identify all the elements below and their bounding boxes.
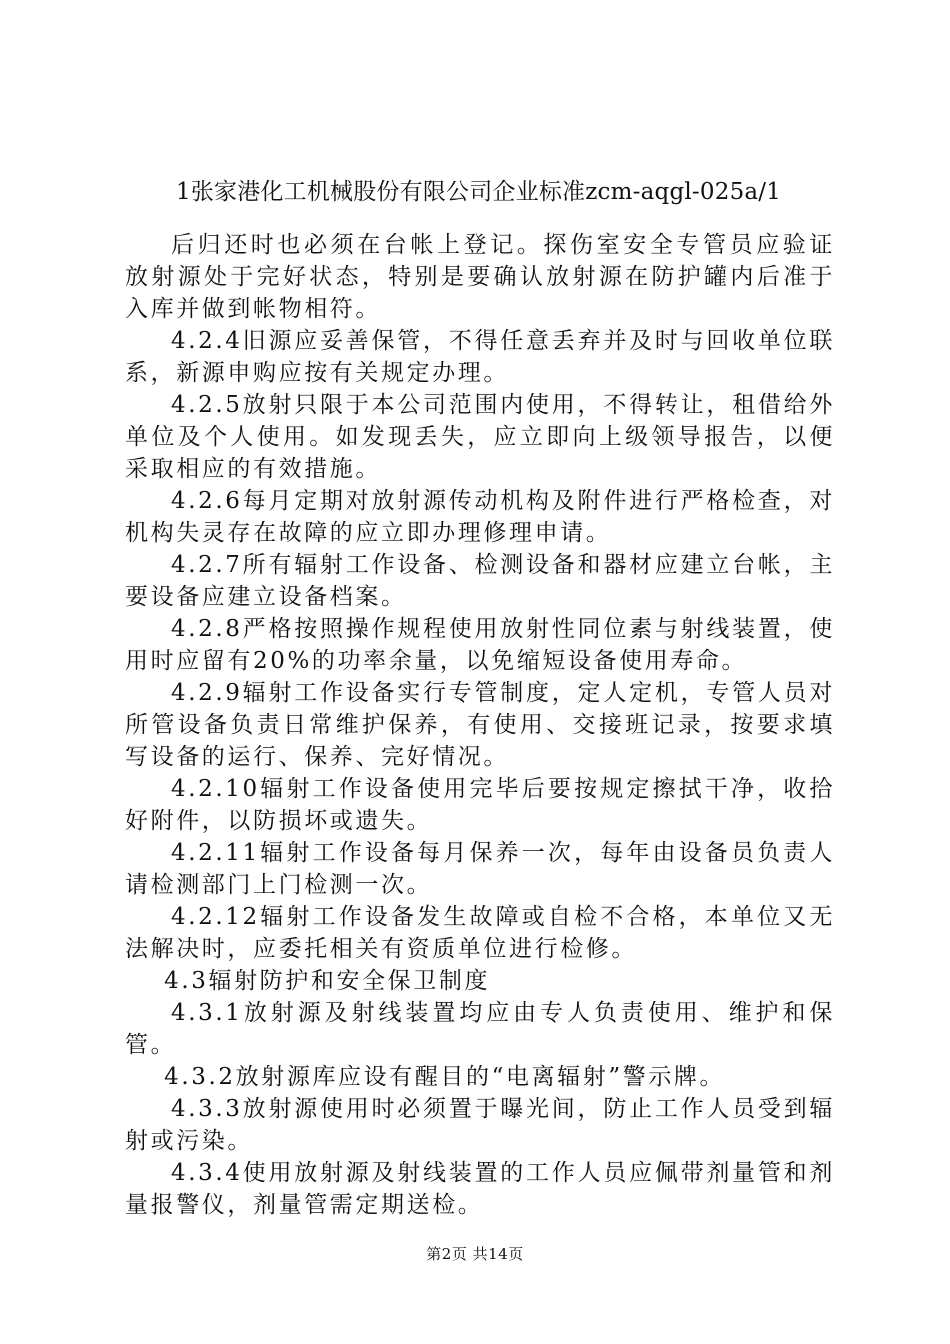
paragraph-4-2-4: 4.2.4旧源应妥善保管，不得任意丢弃并及时与回收单位联系，新源申购应按有关规定办理。 bbox=[125, 328, 835, 386]
paragraph-4-2-10: 4.2.10辐射工作设备使用完毕后要按规定擦拭干净，收拾好附件，以防损坏或遗失。 bbox=[125, 776, 835, 834]
document-header: 1张家港化工机械股份有限公司企业标准zcm-aqgl-025a/1 bbox=[176, 179, 782, 205]
page-number-footer: 第2页 共14页 bbox=[426, 1245, 524, 1263]
paragraph-4-2-6: 4.2.6每月定期对放射源传动机构及附件进行严格检查，对机构失灵存在故障的应立即办理修理申请。 bbox=[125, 488, 835, 546]
document-body bbox=[125, 229, 835, 1221]
paragraph-4-2-12: 4.2.12辐射工作设备发生故障或自检不合格，本单位又无法解决时，应委托相关有资质单位进行检修。 bbox=[125, 904, 835, 962]
paragraph-4-2-9: 4.2.9辐射工作设备实行专管制度，定人定机，专管人员对所管设备负责日常维护保养，有使用、交接班记录，按要求填写设备的运行、保养、完好情况。 bbox=[125, 680, 835, 770]
paragraph-4-3-3: 4.3.3放射源使用时必须置于曝光间，防止工作人员受到辐射或污染。 bbox=[125, 1096, 835, 1154]
paragraph-continuation: 后归还时也必须在台帐上登记。探伤室安全专管员应验证放射源处于完好状态，特别是要确认放射源在防护罐内后准于入库并做到帐物相符。 bbox=[125, 232, 835, 322]
paragraph-4-2-8: 4.2.8严格按照操作规程使用放射性同位素与射线装置，使用时应留有20%的功率余量，以免缩短设备使用寿命。 bbox=[125, 616, 835, 674]
paragraph-4-2-7: 4.2.7所有辐射工作设备、检测设备和器材应建立台帐，主要设备应建立设备档案。 bbox=[125, 552, 835, 610]
paragraph-4-2-11: 4.2.11辐射工作设备每月保养一次，每年由设备员负责人请检测部门上门检测一次。 bbox=[125, 840, 835, 898]
paragraph-4-3-1: 4.3.1放射源及射线装置均应由专人负责使用、维护和保管。 bbox=[125, 1000, 835, 1058]
paragraph-4-3-2: 4.3.2放射源库应设有醒目的“电离辐射”警示牌。 bbox=[164, 1064, 726, 1090]
paragraph-4-2-5: 4.2.5放射只限于本公司范围内使用，不得转让，租借给外单位及个人使用。如发现丢失，应立即向上级领导报告，以便采取相应的有效措施。 bbox=[125, 392, 835, 482]
section-heading-4-3: 4.3辐射防护和安全保卫制度 bbox=[164, 968, 491, 994]
paragraph-4-3-4: 4.3.4使用放射源及射线装置的工作人员应佩带剂量管和剂量报警仪，剂量管需定期送检。 bbox=[125, 1160, 835, 1218]
